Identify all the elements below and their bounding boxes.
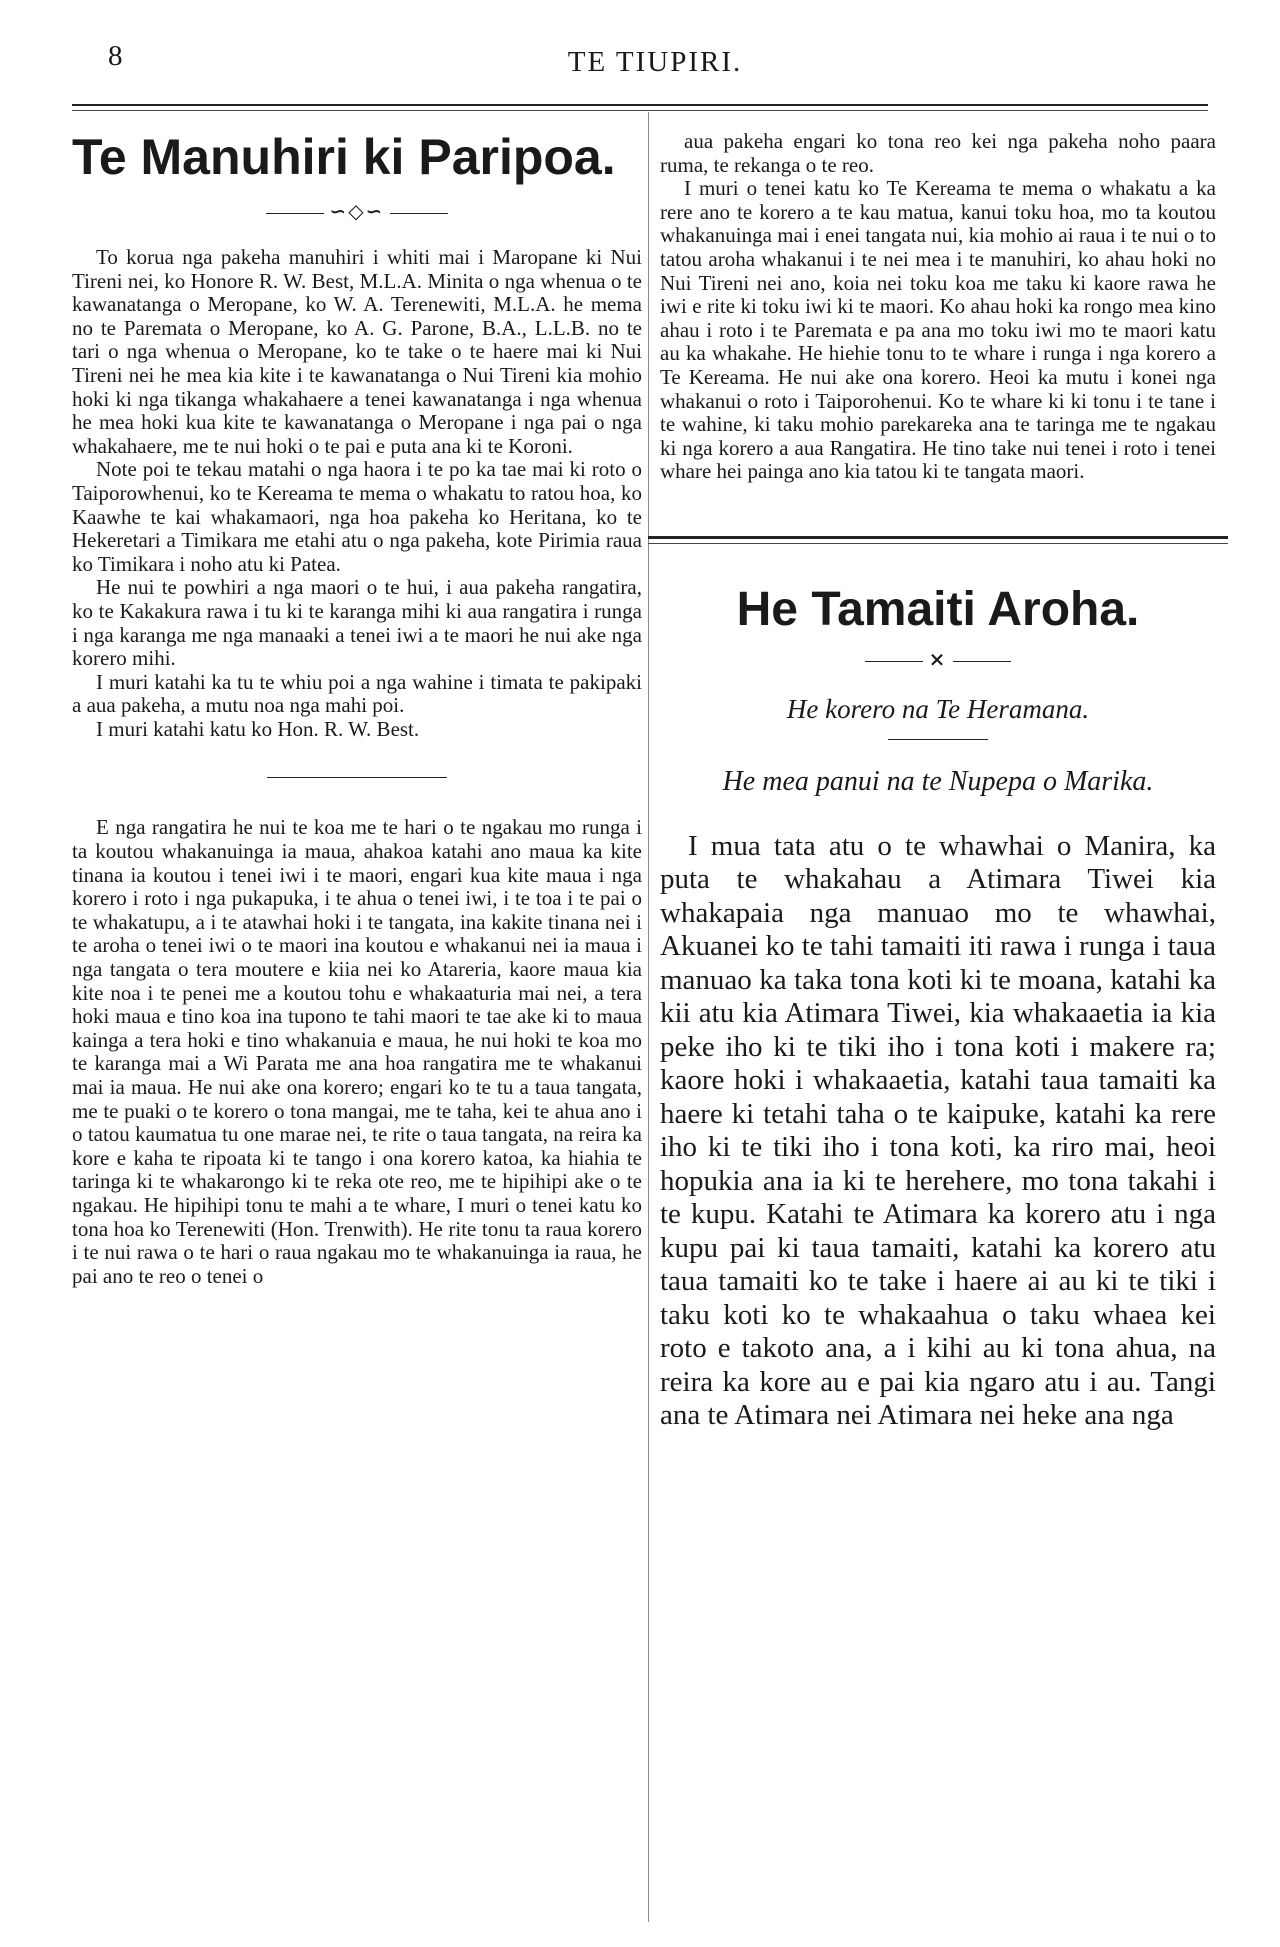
section-rule (648, 536, 1228, 539)
publication-title: TE TIUPIRI. (567, 46, 743, 78)
header-rule-thin (72, 110, 1208, 111)
section-rule-thin (648, 543, 1228, 544)
article-paragraph: To korua nga pakeha manuhiri i whiti mai i Maropane ki Nui Tireni nei, ko Honore R. W. Best, M.L.A. Minita o nga whenua o te kawanatanga o Meropane, ko W. A. Terenewiti, M.L.A. he mema no te Paremata o Meropane, ko A. G. Parone, B.A., L.L.B. no te tari o nga whenua o Meropane, ko te take o te haere mai ki Nui Tireni nei he mea kia kite i te kawanatanga o Nui Tireni kia mohio hoki ki nga tikanga whakahaere a tenei kawanatanga i nga whenua he mea hoki kua kite te kawanatanga o Meropane i nga pai o nga whakahaere, me te nui hoki o te pai e puta ana ki te Koroni. (72, 245, 642, 458)
continuation-paragraph: I muri o tenei katu ko Te Kereama te mema o whakatu a ka rere ano te korero a te kau matua, kanui toku hoa, mo ta koutou whakanuinga mai i enei tangata nui, kia mohio ai raua i te nui o to tatou aroha whakanui i te nei mea i te manuhiri, ko ahau hoki no Nui Tireni nei ano, koia nei toku koa me taku ki kaore rawa he iwi e rite ki toku iwi ki te maori. Ko ahau hoki ka rongo mea kino ahau i roto i te Paremata e pa ana mo toku iwi mo te maori katu au ka whakahe. He hiehie tonu to te whare i runga i nga korero a Te Kereama. He nui ake ona korero. Heoi ka mutu i konei nga whakanui o roto i Taiporohenui. Ko te whare ki ki tonu i te tane i te wahine, ki taku mohio parekareka ana te taringa me te ngakau ki nga korero a aua Rangatira. He tino take nui tenei i roto i tenei whare hei painga ano kia tatou ki te tangata maori. (660, 176, 1216, 484)
story-paragraph: I mua tata atu o te whawhai o Manira, ka puta te whakahau a Atimara Tiwei kia whakapaia nga manuao mo te whawhai, Akuanei ko te tahi tamaiti iti rawa i runga i taua manuao ka taka tona koti ki te moana, katahi ka kii atu kia Atimara Tiwei, kia whakaaetia ia kia peke iho ki te tiki iho i tona koti i makere ra; kaore hoki i whakaaetia, katahi taua tamaiti ka haere ki tetahi taha o te kaipuke, katahi ka rere iho ki te tiki iho i tona koti, ka riro mai, heoi hopukia ana ia ki te herehere, mo tona takahi i te kupu. Katahi te Atimara ka korero atu i nga kupu pai ki taua tamaiti, katahi ka korero atu taua tamaiti ko te take i haere ai au ki te tiki i taku koti ko te whakaahua o taku whaea kei roto e takoto ana, a i kihi au ki tona ahua, na reira ka kore au e pai kia ngaro atu i au. Tangi ana te Atimara nei Atimara nei heke ana nga (660, 829, 1216, 1432)
article-paragraph: I muri katahi ka tu te whiu poi a nga wahine i timata te pakipaki a aua pakeha, a mutu noa nga mahi poi. (72, 669, 642, 718)
section-separator (267, 777, 447, 778)
article-paragraph: I muri katahi katu ko Hon. R. W. Best. (96, 716, 420, 741)
byline-separator (888, 739, 988, 740)
story-title: He Tamaiti Aroha. (736, 582, 1140, 636)
ornament-glyph: ⨯ (928, 648, 948, 671)
article-paragraph: Note poi te tekau matahi o nga haora i te po ka tae mai ki roto o Taiporowhenui, ko te Kereama te mema o whakatu to ratou hoa, ko Kaawhe te kai whakamaori, nga hoa pakeha ko Heritana, ko te Hekeretari a Timikara me etahi atu o nga pakeha, kote Pirimia raua ko Timikara i noho atu ki Patea. (72, 457, 642, 576)
ornament-divider (72, 199, 642, 224)
article-paragraph: He nui te powhiri a nga maori o te hui, i aua pakeha rangatira, ko te Kakakura rawa i tu ki te karanga mihi ki aua rangatira i runga i nga karanga me nga manaaki a tenei iwi a te maori he nui ake nga korero mihi. (72, 575, 642, 671)
ornament-line-left (266, 213, 324, 214)
ornament-line-left (865, 661, 923, 662)
ornament-glyph: ∽◇∽ (329, 201, 385, 223)
story-byline: He korero na Te Heramana. (786, 693, 1090, 724)
ornament-line-right (390, 213, 448, 214)
right-column (660, 130, 1216, 1433)
page-number: 8 (108, 40, 123, 72)
article-title: Te Manuhiri ki Paripoa. (72, 129, 616, 185)
story-notice: He mea panui na te Nupepa o Marika. (722, 765, 1154, 797)
speech-paragraph: E nga rangatira he nui te koa me te hari o te ngakau mo runga i ta koutou whakanuinga ia maua, ahakoa katahi ano maua ka kite tinana ia koutou i tenei iwi i te maori, engari kua kite maua i nga korero i roto i nga pukapuka, i te ahua o tenei iwi, i te toa i te pai o te whakatupu, a i te atawhai hoki i te tangata, ina kakite tinana nei i te aroha o tenei iwi o te maori ina koutou e whakanui nei ia maua i nga tangata o tera moutere e kiia nei ko Atareria, kaore maua kia kite noa i te penei me a koutou tohu e whakaaturia mai nei, a tera hoki maua e tino koa ina tupono te tahi maori te tae ake ki to maua kainga a tera hoki e tino whakanuia e maua, he nui hoki te koa mo te karanga mai a Wi Parata me ana hoa rangatira me te whakanui mai ia maua. He nui ake ona korero; engari ko te tu a taua tangata, me te puaki o te korero o tona mangai, me te taha, kei te ahua ano i o tatou kaumatua tu one marae nei, te rite o taua tangata, na reira ka kore e kaha te ripoata ki te tango i ona korero katoa, ka hiahia te taringa ki te whakarongo ki te reka ote reo, me te hipihipi ake o te ngakau. He hipihipi tonu te mahi a te whare, I muri o tenei katu ko tona hoa ko Terenewiti (Hon. Trenwith). He rite tonu ta raua korero i te nui rawa o te hari o raua ngakau mo te whakanuinga ia raua, he pai ano te reo o tenei o (72, 815, 642, 1288)
left-column (72, 130, 642, 1288)
story-ornament (660, 647, 1216, 672)
column-divider (648, 112, 649, 1922)
continuation-paragraph: aua pakeha engari ko tona reo kei nga pakeha noho paara ruma, te rekanga o te reo. (660, 129, 1216, 177)
header-rule (72, 104, 1208, 106)
ornament-line-right (953, 661, 1011, 662)
